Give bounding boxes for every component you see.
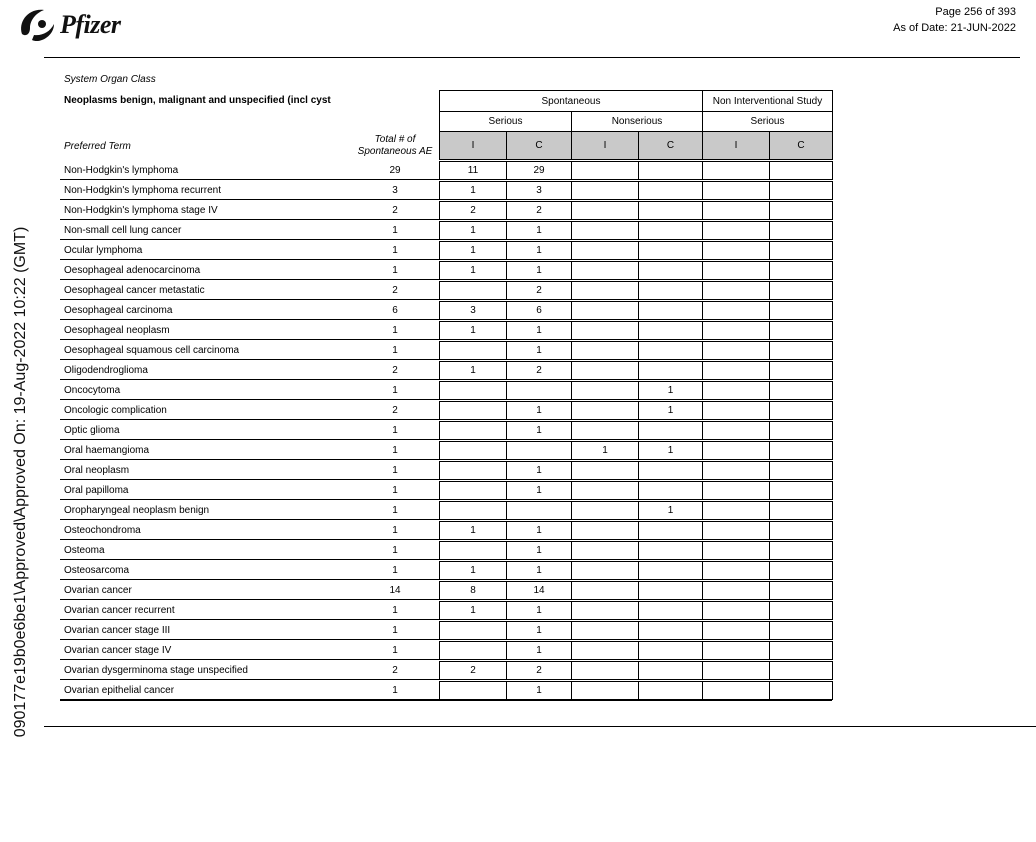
count-cell-n-c: 1: [638, 401, 703, 420]
count-cell-s-i: [439, 401, 507, 420]
preferred-term: Oesophageal carcinoma: [64, 305, 173, 316]
count-cell-n-i: [571, 421, 639, 440]
table-row: [0, 260, 1036, 280]
total-count: 1: [392, 345, 398, 356]
table-row: [0, 380, 1036, 400]
table-row: [0, 340, 1036, 360]
count-cell-s-c: 2: [506, 201, 572, 220]
preferred-term: Osteoma: [64, 545, 105, 556]
count-cell-nis-c: [769, 321, 833, 340]
preferred-term: Oncocytoma: [64, 385, 121, 396]
total-count: 2: [392, 405, 398, 416]
count-cell-nis-c: [769, 581, 833, 600]
count-cell-s-i: [439, 381, 507, 400]
count-cell-s-c: 1: [506, 401, 572, 420]
table-row: [0, 500, 1036, 520]
table-row: [0, 620, 1036, 640]
count-cell-s-c: 1: [506, 341, 572, 360]
count-cell-nis-i: [702, 181, 770, 200]
count-cell-n-i: 1: [571, 441, 639, 460]
col-header-serious-i: I: [439, 131, 507, 160]
count-cell-s-i: 1: [439, 361, 507, 380]
count-cell-nis-i: [702, 421, 770, 440]
count-cell-n-i: [571, 641, 639, 660]
count-cell-s-i: 3: [439, 301, 507, 320]
count-cell-s-i: [439, 341, 507, 360]
table-row: [0, 160, 1036, 180]
preferred-term: Non-Hodgkin's lymphoma: [64, 165, 179, 176]
count-cell-s-c: 1: [506, 421, 572, 440]
preferred-term: Oligodendroglioma: [64, 365, 148, 376]
soc-value: Neoplasms benign, malignant and unspecified (incl cyst: [64, 95, 331, 106]
count-cell-nis-c: [769, 681, 833, 700]
table-row: [0, 300, 1036, 320]
count-cell-s-i: 1: [439, 321, 507, 340]
total-count: 1: [392, 245, 398, 256]
total-count: 1: [392, 445, 398, 456]
count-cell-n-c: [638, 641, 703, 660]
count-cell-s-c: 2: [506, 361, 572, 380]
total-count: 1: [392, 645, 398, 656]
preferred-term: Oral neoplasm: [64, 465, 130, 476]
count-cell-nis-c: [769, 441, 833, 460]
preferred-term: Ovarian cancer: [64, 585, 132, 596]
total-header-line2: Spontaneous AE: [357, 146, 433, 157]
count-cell-n-i: [571, 301, 639, 320]
table-row: [0, 660, 1036, 680]
count-cell-s-c: 1: [506, 601, 572, 620]
count-cell-n-i: [571, 481, 639, 500]
count-cell-s-i: 8: [439, 581, 507, 600]
count-cell-n-i: [571, 201, 639, 220]
col-header-nonserious-c: C: [638, 131, 703, 160]
count-cell-nis-i: [702, 381, 770, 400]
count-cell-s-i: [439, 281, 507, 300]
count-cell-n-c: 1: [638, 501, 703, 520]
count-cell-nis-c: [769, 521, 833, 540]
count-cell-nis-c: [769, 601, 833, 620]
count-cell-nis-i: [702, 401, 770, 420]
group-header-nis: Non Interventional Study: [702, 90, 833, 112]
count-cell-s-i: [439, 421, 507, 440]
count-cell-s-c: 1: [506, 641, 572, 660]
preferred-term: Ovarian cancer stage IV: [64, 645, 172, 656]
total-count: 1: [392, 685, 398, 696]
preferred-term: Oesophageal adenocarcinoma: [64, 265, 201, 276]
count-cell-nis-i: [702, 201, 770, 220]
col-header-nis-i: I: [702, 131, 770, 160]
table-body: [0, 160, 1036, 700]
count-cell-nis-i: [702, 561, 770, 580]
total-count: 2: [392, 365, 398, 376]
total-spontaneous-header: [350, 134, 440, 158]
count-cell-n-c: [638, 681, 703, 700]
count-cell-n-c: [638, 601, 703, 620]
count-cell-nis-c: [769, 501, 833, 520]
count-cell-s-c: 14: [506, 581, 572, 600]
count-cell-nis-c: [769, 281, 833, 300]
count-cell-n-i: [571, 621, 639, 640]
count-cell-nis-c: [769, 421, 833, 440]
preferred-term: Ocular lymphoma: [64, 245, 143, 256]
count-cell-s-c: 1: [506, 461, 572, 480]
preferred-term: Osteosarcoma: [64, 565, 130, 576]
total-count: 2: [392, 205, 398, 216]
subheader-nis-serious: Serious: [702, 111, 833, 132]
count-cell-n-c: [638, 341, 703, 360]
as-of-date: As of Date: 21-JUN-2022: [893, 22, 1016, 34]
count-cell-n-i: [571, 161, 639, 180]
count-cell-n-c: [638, 161, 703, 180]
count-cell-nis-c: [769, 481, 833, 500]
col-header-serious-c: C: [506, 131, 572, 160]
preferred-term: Ovarian epithelial cancer: [64, 685, 175, 696]
count-cell-nis-c: [769, 221, 833, 240]
count-cell-s-c: 3: [506, 181, 572, 200]
page-info: [893, 4, 1016, 36]
count-cell-s-i: 2: [439, 661, 507, 680]
count-cell-nis-i: [702, 501, 770, 520]
count-cell-nis-i: [702, 441, 770, 460]
count-cell-s-i: [439, 621, 507, 640]
count-cell-s-c: [506, 501, 572, 520]
count-cell-n-c: 1: [638, 441, 703, 460]
preferred-term: Oesophageal squamous cell carcinoma: [64, 345, 240, 356]
count-cell-s-c: 1: [506, 261, 572, 280]
pfizer-logo-icon: [16, 4, 60, 48]
count-cell-n-i: [571, 601, 639, 620]
count-cell-nis-c: [769, 661, 833, 680]
total-count: 3: [392, 185, 398, 196]
count-cell-s-c: [506, 381, 572, 400]
count-cell-n-i: [571, 281, 639, 300]
total-count: 1: [392, 565, 398, 576]
preferred-term: Oral papilloma: [64, 485, 129, 496]
header-divider: [44, 57, 1020, 58]
total-count: 1: [392, 485, 398, 496]
table-bottom-rule: [60, 700, 832, 701]
preferred-term: Osteochondroma: [64, 525, 141, 536]
count-cell-nis-c: [769, 241, 833, 260]
count-cell-s-i: [439, 441, 507, 460]
count-cell-nis-i: [702, 601, 770, 620]
count-cell-nis-c: [769, 261, 833, 280]
soc-label: System Organ Class: [64, 74, 156, 85]
count-cell-n-i: [571, 361, 639, 380]
count-cell-n-c: [638, 481, 703, 500]
count-cell-n-c: [638, 201, 703, 220]
count-cell-n-c: [638, 561, 703, 580]
count-cell-n-i: [571, 401, 639, 420]
table-row: [0, 420, 1036, 440]
count-cell-n-i: [571, 461, 639, 480]
preferred-term: Ovarian dysgerminoma stage unspecified: [64, 665, 248, 676]
count-cell-s-c: 1: [506, 541, 572, 560]
count-cell-nis-c: [769, 641, 833, 660]
count-cell-n-i: [571, 501, 639, 520]
table-row: [0, 320, 1036, 340]
approval-stamp: 090177e19b0e6be1\Approved\Approved On: 19-Aug-2022 10:22 (GMT): [12, 226, 29, 738]
preferred-term: Optic glioma: [64, 425, 120, 436]
table-row: [0, 520, 1036, 540]
count-cell-nis-i: [702, 521, 770, 540]
count-cell-s-i: [439, 501, 507, 520]
pfizer-logo: [16, 4, 121, 48]
total-count: 2: [392, 665, 398, 676]
table-row: [0, 680, 1036, 700]
count-cell-nis-i: [702, 341, 770, 360]
count-cell-nis-i: [702, 461, 770, 480]
count-cell-nis-c: [769, 621, 833, 640]
total-count: 1: [392, 605, 398, 616]
count-cell-nis-i: [702, 281, 770, 300]
count-cell-n-c: [638, 521, 703, 540]
group-header-spontaneous: Spontaneous: [439, 90, 703, 112]
count-cell-n-i: [571, 561, 639, 580]
table-row: [0, 360, 1036, 380]
total-count: 1: [392, 545, 398, 556]
count-cell-nis-i: [702, 361, 770, 380]
total-count: 1: [392, 465, 398, 476]
preferred-term: Ovarian cancer stage III: [64, 625, 171, 636]
count-cell-n-i: [571, 521, 639, 540]
count-cell-s-c: 1: [506, 561, 572, 580]
table-row: [0, 540, 1036, 560]
count-cell-n-c: [638, 581, 703, 600]
count-cell-n-i: [571, 581, 639, 600]
total-count: 1: [392, 225, 398, 236]
count-cell-nis-i: [702, 661, 770, 680]
count-cell-nis-c: [769, 161, 833, 180]
count-cell-n-i: [571, 321, 639, 340]
total-count: 1: [392, 505, 398, 516]
table-row: [0, 400, 1036, 420]
count-cell-nis-i: [702, 681, 770, 700]
subheader-nonserious: Nonserious: [571, 111, 703, 132]
count-cell-n-i: [571, 221, 639, 240]
count-cell-nis-i: [702, 301, 770, 320]
count-cell-n-i: [571, 681, 639, 700]
logo-wordmark: Pfizer: [60, 10, 121, 39]
count-cell-nis-c: [769, 201, 833, 220]
count-cell-s-c: 1: [506, 241, 572, 260]
count-cell-n-c: [638, 661, 703, 680]
total-count: 2: [392, 285, 398, 296]
count-cell-n-c: [638, 321, 703, 340]
count-cell-s-i: 1: [439, 521, 507, 540]
count-cell-s-c: 1: [506, 321, 572, 340]
total-count: 1: [392, 425, 398, 436]
count-cell-nis-c: [769, 561, 833, 580]
count-cell-n-c: [638, 241, 703, 260]
count-cell-nis-i: [702, 241, 770, 260]
table-row: [0, 200, 1036, 220]
count-cell-n-i: [571, 541, 639, 560]
total-count: 6: [392, 305, 398, 316]
table-row: [0, 180, 1036, 200]
count-cell-nis-c: [769, 341, 833, 360]
total-count: 1: [392, 385, 398, 396]
count-cell-s-i: 11: [439, 161, 507, 180]
count-cell-nis-c: [769, 381, 833, 400]
count-cell-s-c: 1: [506, 621, 572, 640]
preferred-term: Ovarian cancer recurrent: [64, 605, 175, 616]
count-cell-nis-i: [702, 581, 770, 600]
count-cell-nis-i: [702, 261, 770, 280]
count-cell-s-i: 1: [439, 221, 507, 240]
count-cell-nis-c: [769, 301, 833, 320]
table-row: [0, 580, 1036, 600]
table-row: [0, 220, 1036, 240]
table-row: [0, 460, 1036, 480]
count-cell-n-c: [638, 421, 703, 440]
count-cell-n-i: [571, 181, 639, 200]
count-cell-nis-i: [702, 161, 770, 180]
footer-divider: [44, 726, 1036, 727]
count-cell-s-c: 1: [506, 681, 572, 700]
count-cell-nis-c: [769, 461, 833, 480]
count-cell-s-i: 1: [439, 241, 507, 260]
count-cell-nis-i: [702, 541, 770, 560]
count-cell-nis-i: [702, 641, 770, 660]
count-cell-s-c: 29: [506, 161, 572, 180]
count-cell-s-c: 1: [506, 521, 572, 540]
count-cell-s-i: [439, 641, 507, 660]
subheader-serious: Serious: [439, 111, 572, 132]
count-cell-n-i: [571, 261, 639, 280]
total-count: 1: [392, 525, 398, 536]
count-cell-nis-i: [702, 621, 770, 640]
count-cell-nis-c: [769, 181, 833, 200]
preferred-term: Oral haemangioma: [64, 445, 150, 456]
count-cell-n-c: [638, 221, 703, 240]
count-cell-n-c: [638, 281, 703, 300]
count-cell-n-i: [571, 241, 639, 260]
table-row: [0, 560, 1036, 580]
count-cell-s-i: 2: [439, 201, 507, 220]
preferred-term: Non-Hodgkin's lymphoma stage IV: [64, 205, 218, 216]
count-cell-n-c: 1: [638, 381, 703, 400]
col-header-nonserious-i: I: [571, 131, 639, 160]
count-cell-n-c: [638, 301, 703, 320]
table-row: [0, 600, 1036, 620]
count-cell-s-c: 1: [506, 221, 572, 240]
count-cell-n-c: [638, 621, 703, 640]
count-cell-s-i: [439, 481, 507, 500]
count-cell-n-c: [638, 261, 703, 280]
count-cell-n-c: [638, 181, 703, 200]
count-cell-nis-c: [769, 541, 833, 560]
count-cell-s-c: [506, 441, 572, 460]
preferred-term: Non-small cell lung cancer: [64, 225, 182, 236]
total-count: 1: [392, 325, 398, 336]
preferred-term-header: Preferred Term: [64, 141, 131, 152]
count-cell-s-c: 6: [506, 301, 572, 320]
count-cell-s-c: 2: [506, 661, 572, 680]
count-cell-n-i: [571, 341, 639, 360]
table-row: [0, 480, 1036, 500]
count-cell-s-i: 1: [439, 261, 507, 280]
count-cell-s-i: 1: [439, 601, 507, 620]
preferred-term: Non-Hodgkin's lymphoma recurrent: [64, 185, 221, 196]
table-row: [0, 280, 1036, 300]
count-cell-n-i: [571, 381, 639, 400]
preferred-term: Oesophageal cancer metastatic: [64, 285, 205, 296]
total-count: 29: [389, 165, 401, 176]
table-row: [0, 640, 1036, 660]
count-cell-s-c: 1: [506, 481, 572, 500]
preferred-term: Oncologic complication: [64, 405, 167, 416]
count-cell-nis-i: [702, 321, 770, 340]
count-cell-s-i: [439, 541, 507, 560]
count-cell-n-c: [638, 361, 703, 380]
table-row: [0, 440, 1036, 460]
count-cell-nis-c: [769, 361, 833, 380]
table-row: [0, 240, 1036, 260]
count-cell-s-c: 2: [506, 281, 572, 300]
preferred-term: Oesophageal neoplasm: [64, 325, 170, 336]
total-header-line1: Total # of: [374, 134, 416, 145]
count-cell-s-i: 1: [439, 181, 507, 200]
count-cell-n-i: [571, 661, 639, 680]
count-cell-nis-i: [702, 481, 770, 500]
count-cell-nis-i: [702, 221, 770, 240]
total-count: 14: [389, 585, 401, 596]
page-number: Page 256 of 393: [935, 6, 1016, 18]
count-cell-s-i: [439, 461, 507, 480]
count-cell-s-i: [439, 681, 507, 700]
count-cell-nis-c: [769, 401, 833, 420]
col-header-nis-c: C: [769, 131, 833, 160]
count-cell-s-i: 1: [439, 561, 507, 580]
total-count: 1: [392, 625, 398, 636]
total-count: 1: [392, 265, 398, 276]
count-cell-n-c: [638, 541, 703, 560]
count-cell-n-c: [638, 461, 703, 480]
preferred-term: Oropharyngeal neoplasm benign: [64, 505, 210, 516]
